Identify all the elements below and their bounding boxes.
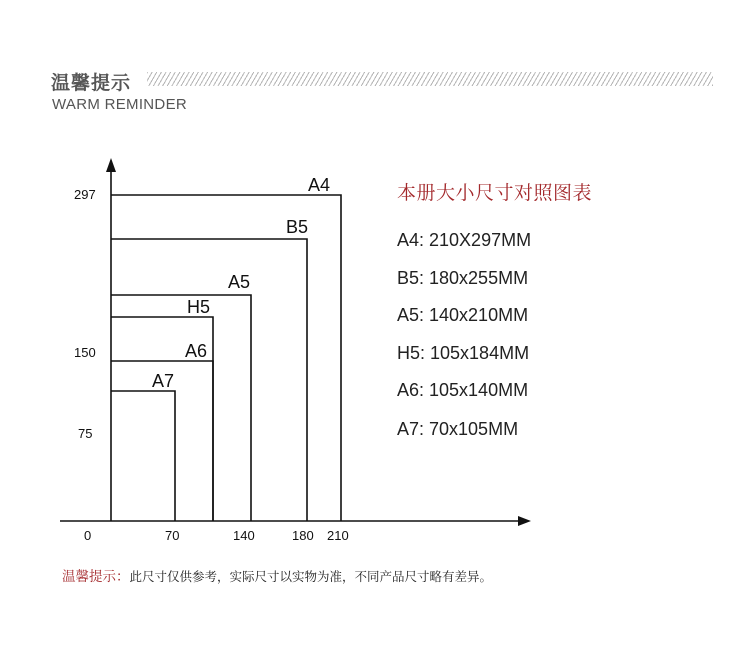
y-tick-label: 297 — [74, 187, 96, 202]
footnote-text: 此尺寸仅供参考，实际尺寸以实物为准，不同产品尺寸略有差异。 — [129, 569, 493, 584]
x-axis-arrow — [518, 516, 531, 526]
size-outline-a7 — [111, 391, 175, 521]
size-row-h5: H5: 105x184MM — [397, 343, 530, 363]
size-outline-b5 — [111, 239, 307, 521]
size-label-h5: H5 — [187, 297, 211, 317]
size-label-a7: A7 — [152, 371, 175, 391]
x-tick-label: 70 — [165, 528, 180, 543]
size-row-a6: A6: 105x140MM — [397, 380, 529, 400]
size-label-a5: A5 — [228, 272, 251, 292]
size-row-b5: B5: 180x255MM — [397, 268, 529, 288]
size-table-title: 本册大小尺寸对照图表 — [397, 182, 593, 204]
footnote-label: 温馨提示： — [62, 569, 130, 585]
x-tick-label: 180 — [292, 528, 314, 543]
y-axis-arrow — [106, 158, 116, 172]
footnote — [62, 565, 492, 585]
size-label-a4: A4 — [308, 175, 331, 195]
header-title: 温馨提示 — [51, 72, 132, 94]
size-row-a5: A5: 140x210MM — [397, 305, 529, 325]
size-label-b5: B5 — [286, 217, 309, 237]
y-tick-label: 75 — [78, 426, 93, 441]
size-row-a7: A7: 70x105MM — [397, 419, 519, 439]
y-tick-label: 150 — [74, 345, 96, 360]
x-tick-label: 210 — [327, 528, 349, 543]
size-label-a6: A6 — [185, 341, 208, 361]
size-outline-a5 — [111, 295, 251, 521]
size-row-a4: A4: 210X297MM — [397, 230, 532, 250]
x-tick-label: 140 — [233, 528, 255, 543]
header-subtitle: WARM REMINDER — [52, 96, 188, 113]
origin-label: 0 — [84, 528, 92, 543]
